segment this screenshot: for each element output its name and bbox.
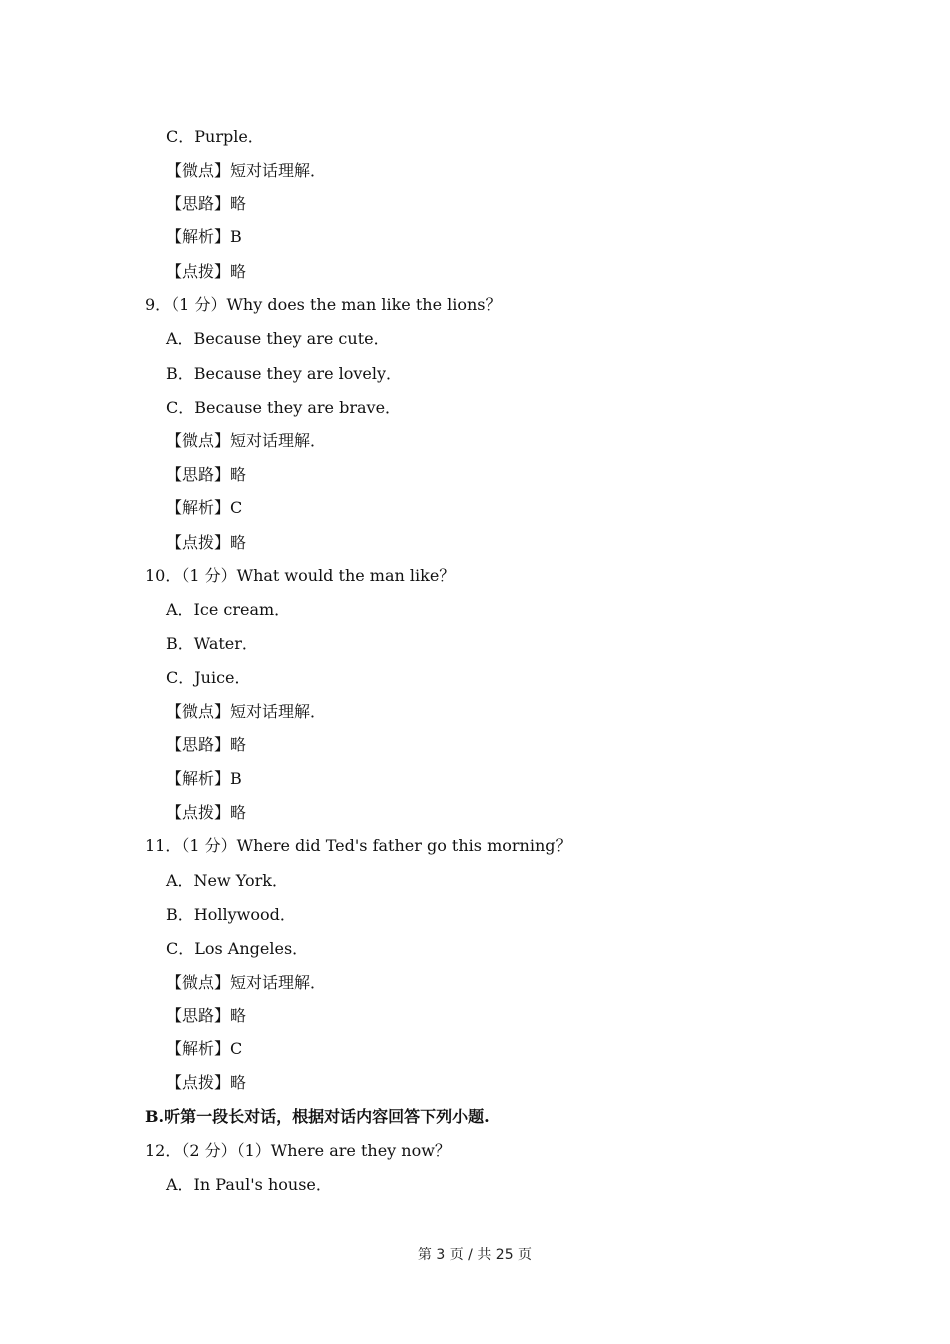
micro-point: 【微点】短对话理解． (166, 161, 327, 180)
option-a: A．Ice cream． (166, 600, 291, 619)
page-footer: 第 3 页 / 共 25 页 (417, 1247, 533, 1263)
option-a: A．New York． (166, 871, 288, 890)
analysis: 【解析】B (166, 769, 242, 788)
approach: 【思路】略 (166, 465, 247, 484)
question-10: 10．（1 分）What would the man like？ (145, 566, 456, 585)
analysis: 【解析】C (166, 498, 243, 517)
tip: 【点拨】略 (166, 1073, 247, 1092)
micro-point: 【微点】短对话理解． (166, 431, 327, 450)
micro-point: 【微点】短对话理解． (166, 973, 327, 992)
option-b: B．Hollywood． (166, 905, 296, 924)
tip: 【点拨】略 (166, 262, 247, 281)
tip: 【点拨】略 (166, 803, 247, 822)
option-c: C．Purple． (166, 127, 264, 146)
tip: 【点拨】略 (166, 533, 247, 552)
option-b: B．Water． (166, 634, 258, 653)
approach: 【思路】略 (166, 1006, 247, 1025)
micro-point: 【微点】短对话理解． (166, 702, 327, 721)
approach: 【思路】略 (166, 194, 247, 213)
option-c: C．Juice． (166, 668, 251, 687)
analysis: 【解析】C (166, 1039, 243, 1058)
question-9: 9．（1 分）Why does the man like the lions？ (145, 295, 502, 314)
question-12: 12．（2 分）（1）Where are they now？ (145, 1141, 451, 1160)
option-b: B．Because they are lovely． (166, 364, 403, 383)
approach: 【思路】略 (166, 735, 247, 754)
option-c: C．Los Angeles． (166, 939, 309, 958)
section-heading: B.听第一段长对话，根据对话内容回答下列小题. (145, 1107, 490, 1126)
option-c: C．Because they are brave． (166, 398, 402, 417)
question-11: 11．（1 分）Where did Ted's father go this morning？ (145, 836, 572, 855)
option-a: A．Because they are cute． (166, 329, 390, 348)
option-a: A．In Paul's house． (166, 1175, 332, 1194)
analysis: 【解析】B (166, 227, 242, 246)
